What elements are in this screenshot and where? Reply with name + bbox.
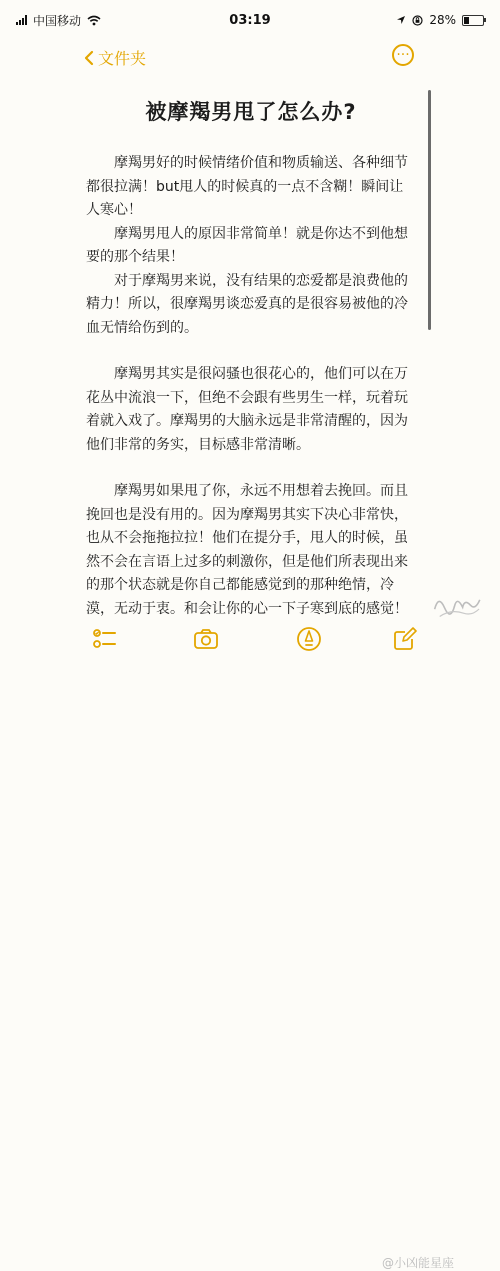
note-paragraph-2 bbox=[86, 363, 416, 457]
location-icon bbox=[396, 15, 406, 25]
status-bar bbox=[0, 0, 500, 40]
markup-icon bbox=[296, 626, 322, 652]
blank-line bbox=[86, 340, 416, 363]
blank-line bbox=[86, 457, 416, 480]
note-line: 摩羯男甩人的原因非常简单！就是你达不到他想要的那个结果！ bbox=[86, 225, 408, 265]
status-time: 03:19 bbox=[229, 12, 271, 28]
carrier-name: 中国移动 bbox=[33, 13, 82, 28]
note-line: 对于摩羯男来说，没有结果的恋爱都是浪费他的精力！所以，很摩羯男谈恋爱真的是很容易被他的冷血无情给伤到的。 bbox=[86, 272, 408, 336]
camera-button[interactable] bbox=[193, 626, 219, 652]
more-button[interactable] bbox=[392, 44, 414, 66]
note-line: 摩羯男其实是很闷骚也很花心的，他们可以在万花丛中流浪一下，但绝不会跟有些男生一样，玩着玩着就入戏了。摩羯男的大脑永远是非常清醒的，因为他们非常的务实，目标感非常清晰。 bbox=[86, 366, 408, 453]
status-right bbox=[324, 13, 484, 27]
note-paragraph-3 bbox=[86, 480, 416, 621]
note-content[interactable] bbox=[86, 96, 416, 621]
watermark-text: @小凶能星座 bbox=[382, 1256, 455, 1270]
compose-button[interactable] bbox=[392, 626, 418, 652]
camera-icon bbox=[193, 626, 219, 652]
chevron-left-icon bbox=[84, 50, 94, 66]
note-paragraph-1 bbox=[86, 152, 416, 340]
bottom-toolbar bbox=[0, 620, 500, 1270]
note-line: 摩羯男如果甩了你，永远不用想着去挽回。而且挽回也是没有用的。因为摩羯男其实下决心非常快，也从不会拖拖拉拉！他们在提分手，甩人的时候，虽然不会在言语上过多的刺激你，但是他们所表现出来的那个状态就是你自己都能感觉到的那种绝情，冷漠，无动于衷。和会让你的心一下子寒到底的感觉！ bbox=[86, 483, 408, 617]
note-title: 被摩羯男甩了怎么办? bbox=[145, 100, 357, 124]
wifi-icon bbox=[87, 15, 101, 26]
note-line: 摩羯男好的时候情绪价值和物质输送、各种细节都很拉满！but甩人的时候真的一点不含糊！瞬间让人寒心！ bbox=[86, 155, 408, 218]
back-label: 文件夹 bbox=[98, 49, 147, 68]
status-left bbox=[16, 12, 176, 29]
nav-bar bbox=[0, 40, 500, 76]
orientation-lock-icon bbox=[412, 15, 423, 26]
back-button[interactable] bbox=[84, 46, 146, 69]
more-icon: ··· bbox=[396, 47, 410, 63]
battery-percent: 28% bbox=[429, 13, 456, 27]
scrollbar[interactable] bbox=[428, 90, 431, 330]
battery-icon bbox=[462, 15, 484, 26]
compose-icon bbox=[392, 626, 418, 652]
markup-button[interactable] bbox=[296, 626, 322, 652]
cellular-signal-icon bbox=[16, 15, 27, 25]
signature-watermark-icon bbox=[428, 582, 486, 623]
checklist-icon bbox=[92, 626, 118, 652]
checklist-button[interactable] bbox=[92, 626, 118, 652]
